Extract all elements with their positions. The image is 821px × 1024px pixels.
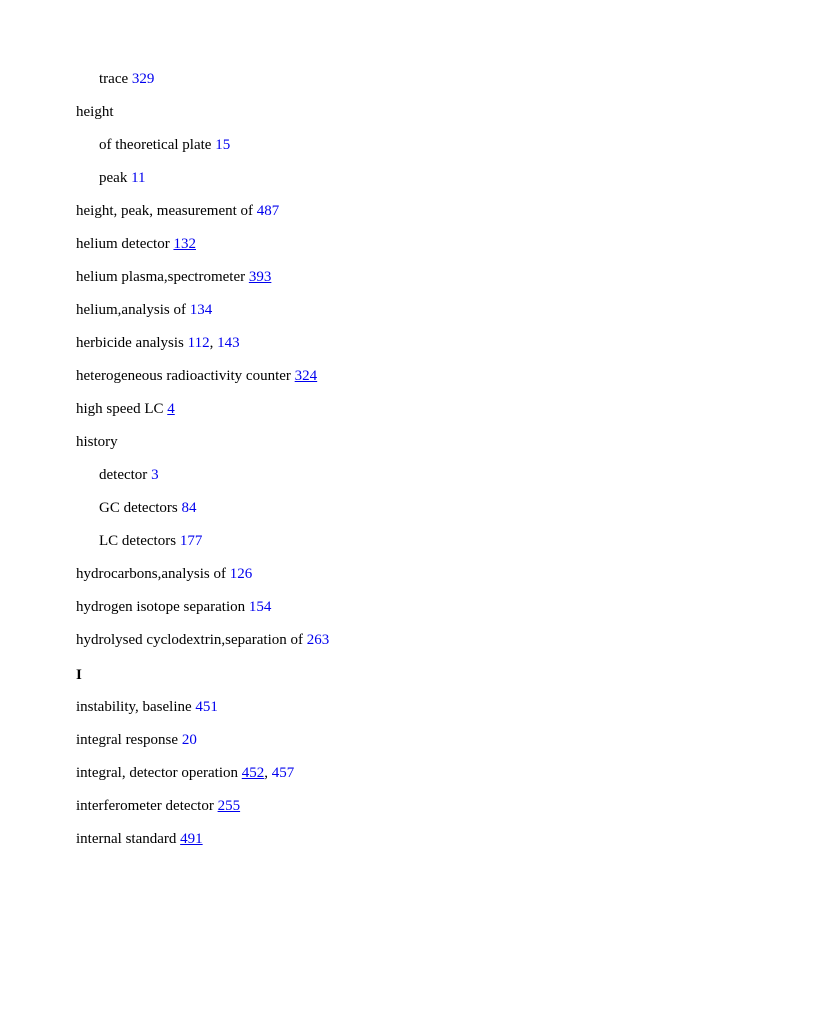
index-term: helium detector <box>76 236 170 252</box>
page-number-link[interactable]: 15 <box>215 137 231 153</box>
page-number-link[interactable]: 4 <box>167 401 175 417</box>
index-term: integral, detector operation <box>76 765 239 781</box>
page-number-link[interactable]: 134 <box>189 302 213 318</box>
index-entry <box>76 628 796 661</box>
index-entry <box>76 695 796 728</box>
page-number-link[interactable]: 143 <box>217 335 240 351</box>
index-entry <box>76 199 796 232</box>
index-entry <box>76 232 796 265</box>
index-term: hydrolysed cyclodextrin,separation of <box>76 632 304 648</box>
index-term: peak <box>99 170 128 186</box>
index-term: heterogeneous radioactivity counter <box>76 368 291 384</box>
index-entry <box>76 100 796 133</box>
index-entry: herbicide analysis 112, 143 <box>76 335 240 351</box>
index-subentry <box>76 67 796 100</box>
index-term: instability, baseline <box>76 699 192 715</box>
page-number-link[interactable]: 112 <box>187 335 210 351</box>
index-entry <box>76 265 796 298</box>
page-number-link[interactable]: 177 <box>179 533 203 549</box>
page-number-link[interactable]: 451 <box>195 699 218 715</box>
index-letter-heading <box>76 661 796 695</box>
page-number-link[interactable]: 84 <box>181 500 197 516</box>
index-entry <box>76 430 796 463</box>
index-entry: integral, detector operation 452, 457 <box>76 765 295 781</box>
page-number-link[interactable]: 126 <box>229 566 253 582</box>
index-term: helium,analysis of <box>76 302 186 318</box>
index-term: high speed LC <box>76 401 164 417</box>
page-number-link[interactable]: 491 <box>180 831 203 847</box>
index-entry <box>76 794 796 827</box>
index-term: internal standard <box>76 831 177 847</box>
page-number-link[interactable]: 457 <box>271 765 295 781</box>
index-entry <box>76 595 796 628</box>
page-number-link[interactable]: 20 <box>181 732 197 748</box>
page-number-link[interactable]: 3 <box>151 467 159 483</box>
index-term: history <box>76 434 118 450</box>
index-term: height, peak, measurement of <box>76 203 254 219</box>
index-term: helium plasma,spectrometer <box>76 269 246 285</box>
page-number-link[interactable]: 329 <box>131 71 155 87</box>
index-term: interferometer detector <box>76 798 214 814</box>
index-subentry <box>76 496 796 529</box>
page-number-link[interactable]: 11 <box>131 170 146 186</box>
index-term: I <box>76 667 82 683</box>
page-number-link[interactable]: 487 <box>256 203 280 219</box>
page-number-link[interactable]: 255 <box>217 798 241 814</box>
page-number-link[interactable]: 263 <box>306 632 330 648</box>
index-term: herbicide analysis <box>76 335 184 351</box>
index-subentry <box>76 166 796 199</box>
index-entry <box>76 364 796 397</box>
index-subentry <box>76 133 796 166</box>
index-term: trace <box>99 71 129 87</box>
index-term: hydrogen isotope separation <box>76 599 246 615</box>
page-number-link[interactable]: 324 <box>294 368 318 384</box>
page-number-link[interactable]: 154 <box>248 599 272 615</box>
index-entry <box>76 397 796 430</box>
index-list <box>76 67 796 860</box>
index-entry <box>76 728 796 761</box>
index-term: height <box>76 104 114 120</box>
index-term: of theoretical plate <box>99 137 212 153</box>
index-term: detector <box>99 467 148 483</box>
page-number-link[interactable]: 132 <box>173 236 196 252</box>
page-number-link[interactable]: 452 <box>241 765 265 781</box>
index-entry <box>76 562 796 595</box>
index-entry <box>76 298 796 331</box>
index-term: GC detectors <box>99 500 178 516</box>
index-term: integral response <box>76 732 179 748</box>
index-term: hydrocarbons,analysis of <box>76 566 226 582</box>
index-term: LC detectors <box>99 533 177 549</box>
page-number-link[interactable]: 393 <box>248 269 272 285</box>
index-entry <box>76 827 796 860</box>
index-subentry <box>76 529 796 562</box>
index-subentry <box>76 463 796 496</box>
